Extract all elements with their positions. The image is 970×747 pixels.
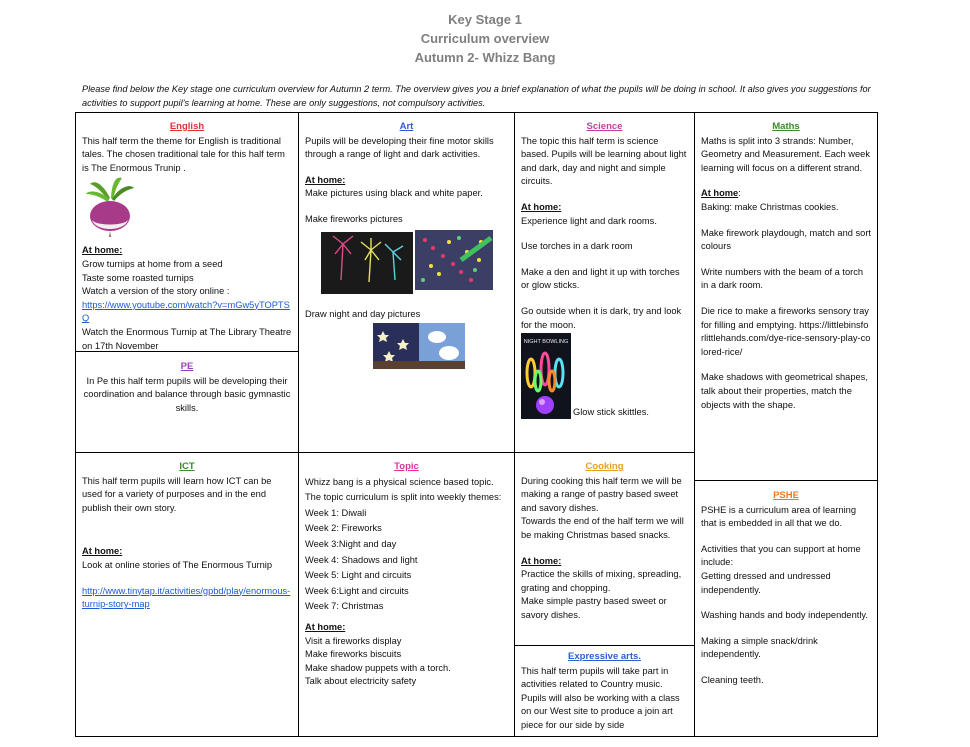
maths-home-item: Die rice to make a fireworks sensory tray for filling and emptying. https://littlebinsforlittlehands.com/dye-rice-sensory-play-colored-rice/	[701, 305, 871, 357]
english-description: This half term the theme for English is traditional tales. The chosen traditional tale for this half term is The Enormous Trunip .	[82, 135, 285, 173]
night-bowling-text: NIGHT BOWLING	[523, 339, 569, 346]
science-heading: Science	[586, 121, 623, 132]
science-home-item: Make a den and light it up with torches or glow sticks.	[521, 266, 680, 291]
maths-at-home-row	[701, 187, 871, 201]
topic-week-item: Week 2: Fireworks	[305, 523, 382, 534]
topic-description: The topic curriculum is split into weekly themes:	[305, 492, 502, 503]
maths-cell	[695, 116, 877, 480]
ict-cell	[76, 456, 298, 736]
pe-heading: PE	[180, 361, 194, 372]
topic-description: Whizz bang is a physical science based topic.	[305, 476, 494, 487]
topic-week-item: Week 3:Night and day	[305, 538, 397, 549]
pe-description: In Pe this half term pupils will be developing their coordination and balance through basic gymnastic skills.	[83, 375, 291, 413]
topic-cell	[299, 456, 514, 736]
pshe-cell	[695, 485, 877, 736]
english-youtube-link[interactable]: https://www.youtube.com/watch?v=mGw5yTOPTSQ	[82, 299, 290, 324]
topic-home-item: Visit a fireworks display	[305, 635, 402, 646]
table-border-top	[75, 112, 878, 113]
cooking-description: Towards the end of the half term we will be making Christmas based snacks.	[521, 516, 684, 540]
pshe-intro: Activities that you can support at home include:	[701, 543, 861, 568]
maths-description: Maths is split into 3 strands: Number, Geometry and Measurement. Each week learning will focus on a different strand.	[701, 135, 870, 173]
row-divider-maths-pshe	[694, 480, 878, 481]
topic-week-item: Week 7: Christmas	[305, 601, 384, 612]
english-home-item: Watch a version of the story online :	[82, 286, 230, 297]
ict-home-item: Look at online stories of The Enormous Turnip	[82, 559, 273, 570]
topic-week-item: Week 4: Shadows and light	[305, 554, 418, 565]
science-home-item: Experience light and dark rooms.	[521, 215, 657, 226]
topic-heading: Topic	[394, 461, 419, 472]
header-line-1: Key Stage 1	[448, 12, 522, 27]
topic-home-list	[305, 635, 508, 689]
topic-week-item: Week 6:Light and circuits	[305, 585, 409, 596]
art-cell	[299, 116, 514, 451]
pshe-activity-item: Making a simple snack/drink independently.	[701, 635, 818, 660]
table-border-bottom	[75, 736, 878, 737]
row-divider-main	[75, 452, 695, 453]
intro-text: Please find below the Key stage one curriculum overview for Autumn 2 term. The overview gives you a brief explanation of what the pupils will be doing in school. It also gives you suggestions for activities to support pupil’s learning at home. These are only suggestions, not compulsory activities.	[82, 84, 871, 108]
pshe-activity-item: Washing hands and body independently.	[701, 610, 868, 621]
art-home-item: Make pictures using black and white paper.	[305, 188, 483, 199]
topic-week-item: Week 5: Light and circuits	[305, 570, 412, 581]
cooking-cell	[515, 456, 694, 645]
topic-at-home-heading: At home:	[305, 621, 346, 632]
maths-at-home-heading: At home	[701, 188, 739, 199]
science-cell	[515, 116, 694, 451]
document-header	[0, 10, 970, 67]
ict-tinytap-link[interactable]: http://www.tinytap.it/activities/gpbd/play/enormous-turnip-story-map	[82, 585, 291, 610]
fireworks-pictures-image	[321, 230, 493, 296]
night-and-day-picture-image	[373, 323, 465, 369]
maths-home-item: Make firework playdough, match and sort colours	[701, 227, 872, 252]
english-library-theatre-text: Watch the Enormous Turnip at The Library Theatre on 17th November	[82, 326, 292, 351]
art-at-home-heading: At home:	[305, 174, 346, 185]
ict-description: This half term pupils will learn how ICT can be used for a variety of purposes and in the end publish their own story.	[82, 475, 272, 513]
pe-cell	[76, 356, 298, 451]
art-heading: Art	[399, 121, 414, 132]
expressive-arts-description: This half term pupils will take part in activities related to Country music. Pupils will also be working with a class on our West site to produce a join art piece for our side by side	[521, 665, 680, 730]
cooking-home-item: Practice the skills of mixing, spreading, grating and chopping.	[521, 569, 682, 593]
turnip-image	[82, 176, 138, 238]
maths-home-item: Make shadows with geometrical shapes, talk about their properties, match the objects with the shape.	[701, 372, 868, 410]
table-border-right	[877, 112, 878, 737]
ict-at-home-heading: At home:	[82, 546, 123, 557]
maths-home-item: Baking: make Christmas cookies.	[701, 201, 839, 212]
cooking-heading: Cooking	[585, 461, 624, 472]
science-home-item: Go outside when it is dark, try and look for the moon.	[521, 305, 682, 330]
glow-stick-skittles-image	[521, 333, 571, 419]
row-divider-english-pe	[75, 351, 299, 352]
science-home-item: Use torches in a dark room	[521, 241, 633, 252]
topic-home-item: Talk about electricity safety	[305, 676, 417, 687]
maths-home-item: Write numbers with the beam of a torch in a dark room.	[701, 266, 864, 291]
pshe-activity-item: Cleaning teeth.	[701, 674, 764, 685]
maths-at-home-colon: :	[738, 188, 741, 199]
art-home-item: Draw night and day pictures	[305, 308, 421, 319]
topic-home-item: Make shadow puppets with a torch.	[305, 662, 451, 673]
glow-stick-caption: Glow stick skittles.	[573, 406, 649, 417]
science-description: The topic this half term is science based. Pupils will be learning about light and dark, day and night and simple circuits.	[521, 135, 687, 187]
expressive-arts-heading: Expressive arts.	[568, 651, 641, 662]
cooking-description: During cooking this half term we will be making a range of pastry based sweet and savory dishes.	[521, 475, 682, 513]
header-line-3: Autumn 2- Whizz Bang	[414, 50, 556, 65]
english-heading: English	[169, 121, 205, 132]
art-description: Pupils will be developing their fine motor skills through a range of light and dark activities.	[305, 135, 494, 160]
glow-stick-row	[521, 333, 688, 419]
cooking-at-home-heading: At home:	[521, 555, 562, 566]
maths-heading: Maths	[772, 121, 800, 132]
english-home-item: Taste some roasted turnips	[82, 272, 194, 283]
header-line-2: Curriculum overview	[420, 31, 550, 46]
expressive-arts-cell	[515, 646, 694, 736]
pshe-activity-item: Getting dressed and undressed independently.	[701, 570, 831, 595]
english-home-item: Grow turnips at home from a seed	[82, 258, 223, 269]
english-at-home-heading: At home:	[82, 245, 123, 256]
art-home-item: Make fireworks pictures	[305, 213, 403, 224]
english-cell	[76, 116, 298, 351]
pshe-description: PSHE is a curriculum area of learning that is embedded in all that we do.	[701, 504, 857, 529]
cooking-home-item: Make simple pastry based sweet or savory dishes.	[521, 596, 667, 620]
topic-week-item: Week 1: Diwali	[305, 507, 367, 518]
ict-heading: ICT	[179, 461, 195, 472]
science-at-home-heading: At home:	[521, 201, 562, 212]
pshe-heading: PSHE	[773, 490, 799, 501]
topic-home-item: Make fireworks biscuits	[305, 649, 402, 660]
